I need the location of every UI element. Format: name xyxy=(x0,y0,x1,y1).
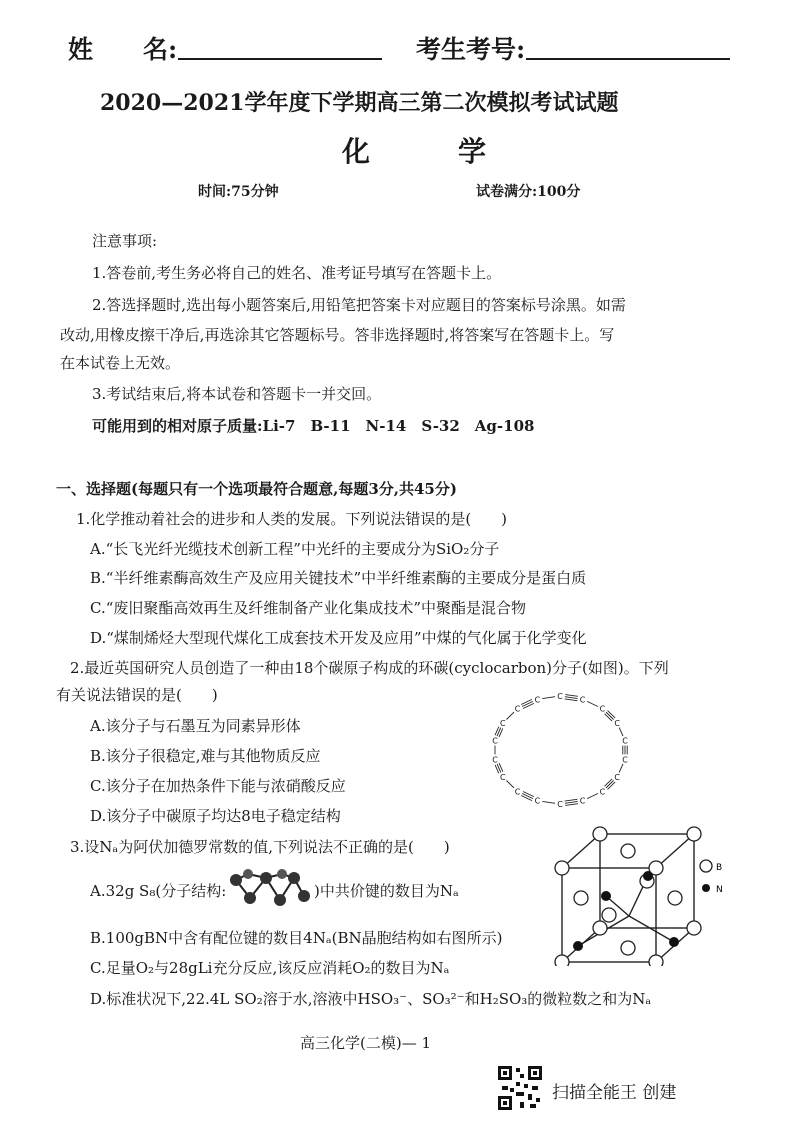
q2-option: B.该分子很稳定,难与其他物质反应 xyxy=(90,747,321,765)
ring-bond xyxy=(522,794,533,799)
legend-n-label: N xyxy=(716,885,723,895)
name-blank[interactable] xyxy=(178,36,382,60)
ring-carbon-atom: C xyxy=(514,704,521,714)
section-heading: 一、选择题(每题只有一个选项最符合题意,每题3分,共45分) xyxy=(56,480,457,498)
q1-option: A.“长飞光纤光缆技术创新工程”中光纤的主要成分为SiO₂分子 xyxy=(90,540,500,558)
nitrogen-legend-icon xyxy=(702,884,710,892)
qr-code-icon xyxy=(496,1064,544,1112)
atomic-mass-line: 可能用到的相对原子质量:Li-7 B-11 N-14 S-32 Ag-108 xyxy=(92,417,535,435)
ring-carbon-atom: C xyxy=(500,773,506,782)
page-footer: 高三化学(二模)— 1 xyxy=(300,1034,432,1052)
cyclocarbon-diagram xyxy=(480,688,640,812)
ring-carbon-atom: C xyxy=(579,695,586,705)
ring-carbon-atom: C xyxy=(492,755,498,765)
ring-bond xyxy=(542,801,555,803)
q2-option: D.该分子中碳原子均达8电子稳定结构 xyxy=(90,807,341,825)
ring-bond xyxy=(565,699,578,701)
ring-carbon-atom: C xyxy=(534,695,541,705)
note-item: 在本试卷上无效。 xyxy=(60,354,181,372)
ring-carbon-atom: C xyxy=(514,787,521,797)
ring-carbon-atom: C xyxy=(500,719,506,728)
q1-stem: 1.化学推动着社会的进步和人类的发展。下列说法错误的是( ) xyxy=(76,510,508,528)
scanner-watermark: 扫描全能王 创建 xyxy=(552,1083,677,1103)
q2-option: A.该分子与石墨互为同素异形体 xyxy=(90,717,301,735)
q3-option: B.100gBN中含有配位键的数目4Nₐ(BN晶胞结构如右图所示) xyxy=(90,929,503,947)
full-score: 试卷满分:100分 xyxy=(476,184,581,200)
ring-carbon-atom: C xyxy=(622,736,628,746)
subject-title: 化 学 xyxy=(342,135,517,168)
name-label: 姓 名: xyxy=(68,35,178,64)
ring-bond xyxy=(521,795,532,800)
q3-option: D.标准状况下,22.4L SO₂溶于水,溶液中HSO₃⁻、SO₃²⁻和H₂SO₃的微粒数之和为Nₐ xyxy=(90,990,652,1008)
exam-title: 2020—2021学年度下学期高三第二次模拟考试试题 xyxy=(100,90,619,116)
boron-legend-icon xyxy=(700,860,712,872)
ring-bond xyxy=(565,799,578,801)
ring-carbon-atom: C xyxy=(579,796,586,806)
notes-heading: 注意事项: xyxy=(92,232,158,250)
q2-stem: 2.最近英国研究人员创造了一种由18个碳原子构成的环碳(cyclocarbon)分子(如图)。下列 xyxy=(70,659,669,677)
q2-stem-cont: 有关说法错误的是( ) xyxy=(56,686,218,704)
ring-bond xyxy=(565,697,578,699)
ring-bond xyxy=(587,701,598,706)
q1-option: B.“半纤维素酶高效生产及应用关键技术”中半纤维素酶的主要成分是蛋白质 xyxy=(90,569,587,587)
ring-carbon-atom: C xyxy=(614,773,620,782)
ring-bond xyxy=(521,699,532,704)
bn-unit-cell-diagram xyxy=(544,826,744,966)
ring-bond xyxy=(523,792,534,797)
note-item: 2.答选择题时,选出每小题答案后,用铅笔把答案卡对应题目的答案标号涂黑。如需 xyxy=(92,296,626,314)
s8-molecule-icon xyxy=(228,866,312,912)
ring-bond xyxy=(506,712,514,719)
q1-option: C.“废旧聚酯高效再生及纤维制备产业化集成技术”中聚酯是混合物 xyxy=(90,599,527,617)
q2-option: C.该分子在加热条件下能与浓硝酸反应 xyxy=(90,777,346,795)
ring-carbon-atom: C xyxy=(614,719,620,728)
ring-carbon-atom: C xyxy=(557,800,563,809)
ring-bond xyxy=(565,804,578,806)
ring-bond xyxy=(587,794,598,799)
ring-bond xyxy=(619,764,623,772)
q3-option-a-pre: A.32g S₈(分子结构: xyxy=(90,882,227,900)
ring-carbon-atom: C xyxy=(492,736,498,746)
ring-bond xyxy=(522,701,533,706)
ring-bond xyxy=(565,801,578,803)
ring-carbon-atom: C xyxy=(534,796,541,806)
ring-bond xyxy=(506,780,514,787)
ring-carbon-atom: C xyxy=(557,692,563,701)
q1-option: D.“煤制烯烃大型现代煤化工成套技术开发及应用”中煤的气化属于化学变化 xyxy=(90,629,587,647)
q3-option-a-post: )中共价键的数目为Nₐ xyxy=(314,882,459,900)
ring-bond xyxy=(542,697,555,699)
ring-carbon-atom: C xyxy=(599,787,606,797)
q3-stem: 3.设Nₐ为阿伏加德罗常数的值,下列说法不正确的是( ) xyxy=(70,838,450,856)
ring-carbon-atom: C xyxy=(622,755,628,765)
q3-option: C.足量O₂与28gLi充分反应,该反应消耗O₂的数目为Nₐ xyxy=(90,959,450,977)
exam-time: 时间:75分钟 xyxy=(198,184,279,200)
exam-id-label: 考生考号: xyxy=(416,35,526,64)
ring-bond xyxy=(523,703,534,708)
legend-b-label: B xyxy=(716,863,723,873)
note-item: 改动,用橡皮擦干净后,再选涂其它答题标号。答非选择题时,将答案写在答题卡上。写 xyxy=(60,326,615,344)
note-item: 1.答卷前,考生务必将自己的姓名、准考证号填写在答题卡上。 xyxy=(92,264,502,282)
exam-id-blank[interactable] xyxy=(526,36,730,60)
note-item: 3.考试结束后,将本试卷和答题卡一并交回。 xyxy=(92,385,382,403)
ring-bond xyxy=(619,728,623,736)
ring-bond xyxy=(565,695,578,697)
ring-carbon-atom: C xyxy=(599,704,606,714)
